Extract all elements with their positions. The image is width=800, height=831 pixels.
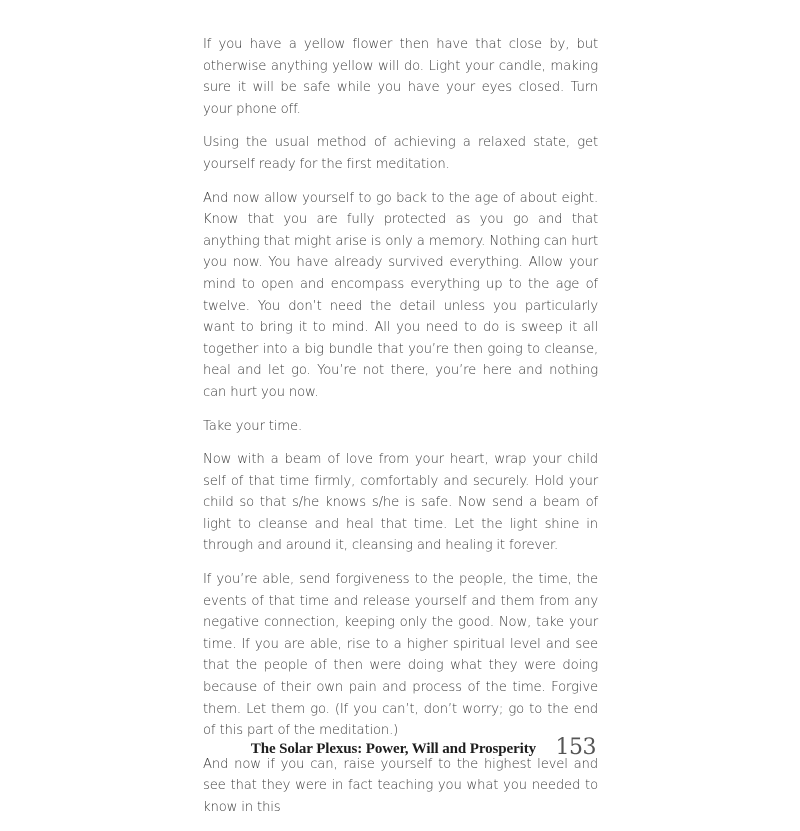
paragraph-take-your-time: Take your time.: [203, 418, 303, 434]
running-title: The Solar Plexus: Power, Will and Prosperity: [250, 741, 536, 757]
paragraph-relaxed-state: Using the usual method of achieving a relaxed state, get yourself ready for the first meditation.: [203, 135, 598, 172]
paragraph-highest-level: And now if you can, raise yourself to the highest level and see that they were in fact teaching you what you needed to know in this: [203, 756, 598, 815]
paragraph-yellow-flower: If you have a yellow flower then have that close by, but otherwise anything yellow will do. Light your candle, making sure it will be safe while you have your eyes closed. Turn your phone off.: [203, 37, 598, 117]
body-text: [203, 34, 598, 831]
page-footer: [200, 736, 598, 766]
page-number: 153: [555, 735, 596, 760]
paragraph-age-eight: And now allow yourself to go back to the age of about eight. Know that you are fully protected as you go and that anything that might arise is only a memory. Nothing can hurt you now. You have already survived everything. Allow your mind to open and encompass everything up to the age of twelve. You don’t need the detail unless you particularly want to bring it to mind. All you need to do is sweep it all together into a big bundle that you’re then going to cleanse, heal and let go. You’re not there, you’re here and nothing can hurt you now.: [203, 190, 598, 400]
paragraph-forgiveness: If you’re able, send forgiveness to the people, the time, the events of that time and release yourself and them from any negative connection, keeping only the good. Now, take your time. If you are able, rise to a higher spiritual level and see that the people of then were doing what they were doing because of their own pain and process of the time. Forgive them. Let them go. (If you can’t, don’t worry; go to the end of this part of the meditation.): [203, 572, 598, 739]
paragraph-beam-of-love: Now with a beam of love from your heart, wrap your child self of that time firmly, comfortably and securely. Hold your child so that s/he knows s/he is safe. Now send a beam of light to cleanse and heal that time. Let the light shine in through and around it, cleansing and healing it forever.: [203, 452, 598, 554]
